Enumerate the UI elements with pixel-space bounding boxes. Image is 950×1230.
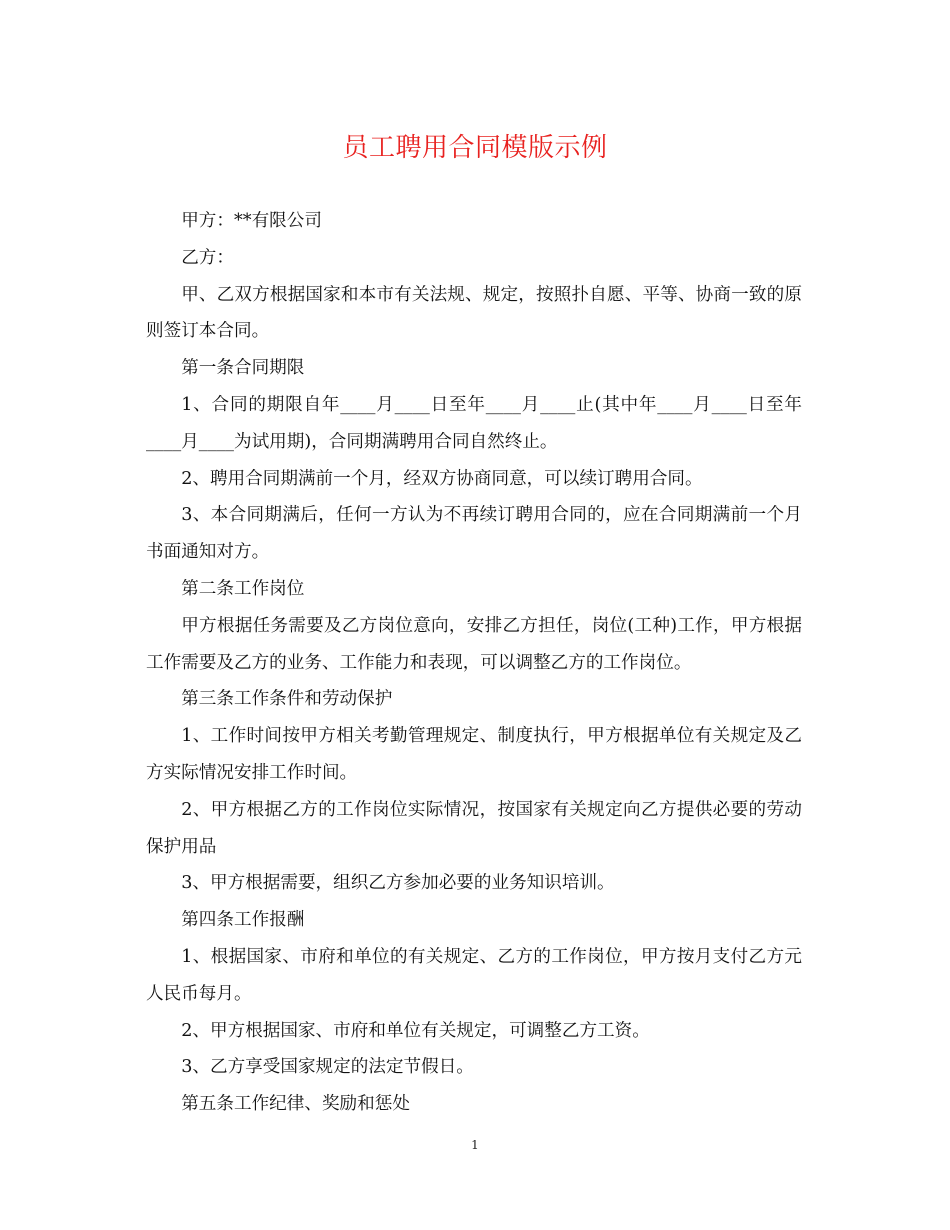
document-title: 员工聘用合同模版示例 [342,133,608,163]
document-body [146,203,802,1123]
article-4-clause-2: 2、甲方根据国家、市府和单位有关规定，可调整乙方工资。 [181,1020,650,1041]
article-1-clause-3: 3、本合同期满后，任何一方认为不再续订聘用合同的，应在合同期满前一个月书面通知对方。 [146,505,802,563]
party-b-line: 乙方： [181,247,234,268]
article-4-heading: 第四条工作报酬 [181,910,305,931]
article-3-heading: 第三条工作条件和劳动保护 [181,689,393,710]
party-a-line: 甲方：**有限公司 [181,211,322,231]
article-1-clause-2: 2、聘用合同期满前一个月，经双方协商同意，可以续订聘用合同。 [181,468,703,489]
article-2-heading: 第二条工作岗位 [181,578,305,599]
page-number: 1 [471,1138,479,1152]
article-3-clause-1: 1、工作时间按甲方相关考勤管理规定、制度执行，甲方根据单位有关规定及乙方实际情况安排工作时间。 [146,726,802,783]
article-2-paragraph: 甲方根据任务需要及乙方岗位意向，安排乙方担任，岗位(工种)工作，甲方根据工作需要及乙方的业务、工作能力和表现，可以调整乙方的工作岗位。 [146,615,802,673]
article-4-clause-3: 3、乙方享受国家规定的法定节假日。 [181,1057,474,1078]
article-3-clause-3: 3、甲方根据需要，组织乙方参加必要的业务知识培训。 [181,873,615,894]
article-4-clause-1: 1、根据国家、市府和单位的有关规定、乙方的工作岗位，甲方按月支付乙方元人民币每月。 [146,946,802,1004]
article-1-clause-1: 1、合同的期限自年____月____日至年____月____止(其中年____月____日至年____月____为试用期)，合同期满聘用合同自然终止。 [146,394,802,452]
article-5-heading: 第五条工作纪律、奖励和惩处 [181,1094,410,1115]
preamble-paragraph: 甲、乙双方根据国家和本市有关法规、规定，按照扑自愿、平等、协商一致的原则签订本合同。 [146,284,802,342]
article-3-clause-2: 2、甲方根据乙方的工作岗位实际情况，按国家有关规定向乙方提供必要的劳动保护用品 [146,799,802,857]
article-1-heading: 第一条合同期限 [181,358,305,379]
